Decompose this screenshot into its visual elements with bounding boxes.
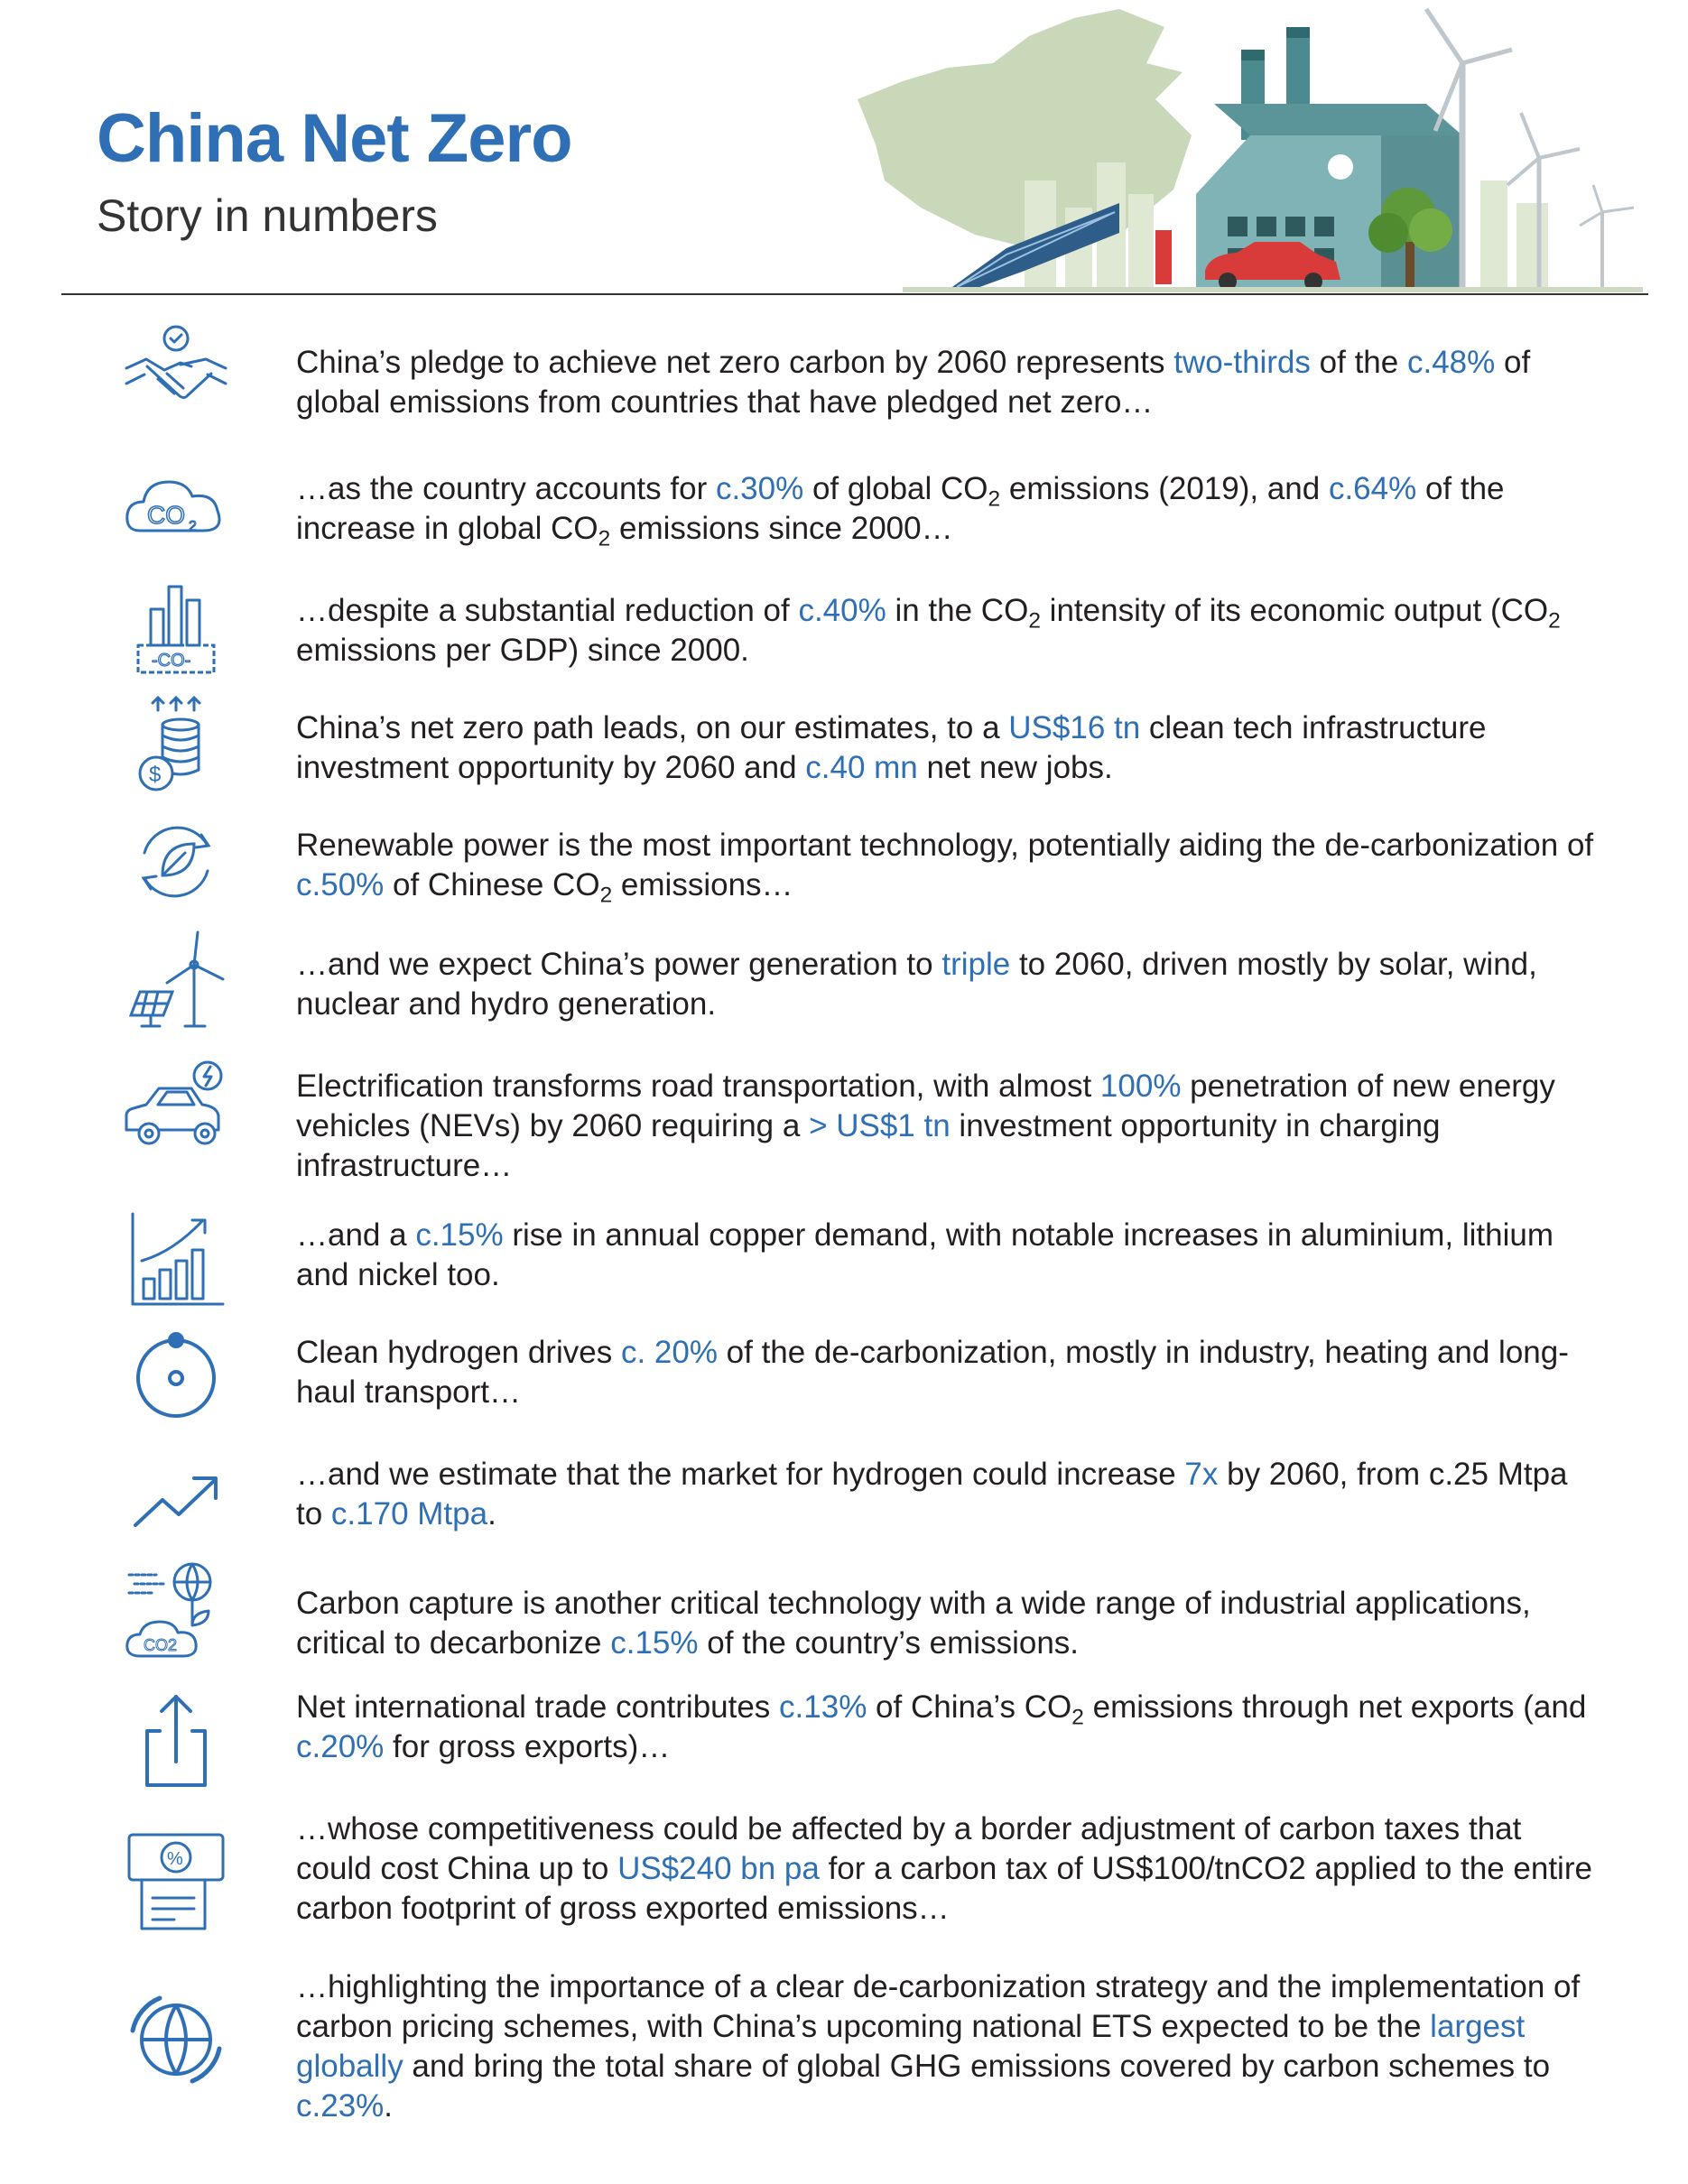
statement-text: Electrification transforms road transportation, with almost 100% penetration of new energy vehicles (NEVs) by 2060 requiring a > US$1 tn investment opportunity in charging infrastructure… [296,1069,1555,1183]
hero-illustration [849,0,1661,298]
co2-cloud-icon [108,451,244,560]
statement-text: Net international trade contributes c.13% of China’s $CO_2$ emissions through net exports (and c.20% for gross exports)… [296,1689,1587,1764]
hydrogen-atom-icon [108,1322,244,1430]
growth-bar-chart-icon [108,1205,244,1313]
solar-wind-icon [108,925,244,1033]
electric-car-icon [108,1056,244,1164]
statement-text: …despite a substantial reduction of c.40% in the $CO_2$ intensity of its economic output ($CO_2$ emissions per GDP) since 2000. [296,593,1561,668]
statement-text: …and we expect China’s power generation to triple to 2060, driven mostly by solar, wind, nuclear and hydro generation. [296,947,1537,1022]
page-title: China Net Zero [97,100,572,177]
statement-text: China’s net zero path leads, on our estimates, to a US$16 tn clean tech infrastructure investment opportunity by 2060 and c.40 mn net new jobs. [296,710,1487,785]
statement-text: Renewable power is the most important technology, potentially aiding the de-carbonization of c.50% of Chinese $CO_2$ emissions… [296,828,1594,908]
statement-text: China’s pledge to achieve net zero carbon by 2060 represents two-thirds of the c.48% of global emissions from countries that have pledged net zero… [296,345,1531,420]
statement-text: …whose competitiveness could be affected by a border adjustment of carbon taxes that could cost China up to US$240 bn pa for a carbon tax of US$100/tnCO2 applied to the entire carbon footprint of gross exported emissions… [296,1811,1592,1926]
co2-intensity-chart-icon [108,573,244,681]
trend-up-arrow-icon [108,1444,244,1552]
globe-icon [108,1985,244,2094]
header-divider [61,293,1648,295]
leaf-recycle-icon [108,808,244,916]
statement-text: …as the country accounts for c.30% of global $CO_2$ emissions (2019), and c.64% of the increase in global $CO_2$ emissions since 2000… [296,471,1505,551]
svg-text:%: % [167,1849,183,1869]
handshake-icon [108,316,244,424]
carbon-capture-icon [108,1557,244,1665]
statement-text: Carbon capture is another critical technology with a wide range of industrial applications, critical to decarbonize c.15% of the country’s emissions. [296,1586,1531,1661]
svg-text:$: $ [149,763,162,787]
statement-text: Clean hydrogen drives c. 20% of the de-carbonization, mostly in industry, heating and long-haul transport… [296,1335,1569,1410]
export-share-icon [108,1688,244,1796]
charging-station [1155,230,1172,284]
coin-stack-icon [108,690,244,799]
tax-receipt-icon [108,1828,244,1936]
statement-text: …and we estimate that the market for hydrogen could increase 7x by 2060, from c.25 Mtpa to c.170 Mtpa. [296,1457,1568,1532]
page-subtitle: Story in numbers [97,190,438,241]
svg-text:2: 2 [189,519,197,534]
svg-text:CO: CO [147,501,185,529]
statement-text: …and a c.15% rise in annual copper demand, with notable increases in aluminium, lithium and nickel too. [296,1217,1554,1292]
statement-text: …highlighting the importance of a clear de-carbonization strategy and the implementation of carbon pricing schemes, with China’s upcoming national ETS expected to be the largest globally and bring the total share of global GHG emissions covered by carbon schemes to c.23%. [296,1969,1581,2124]
svg-text:CO2: CO2 [144,1636,178,1654]
svg-text:-CO-: -CO- [152,651,191,671]
